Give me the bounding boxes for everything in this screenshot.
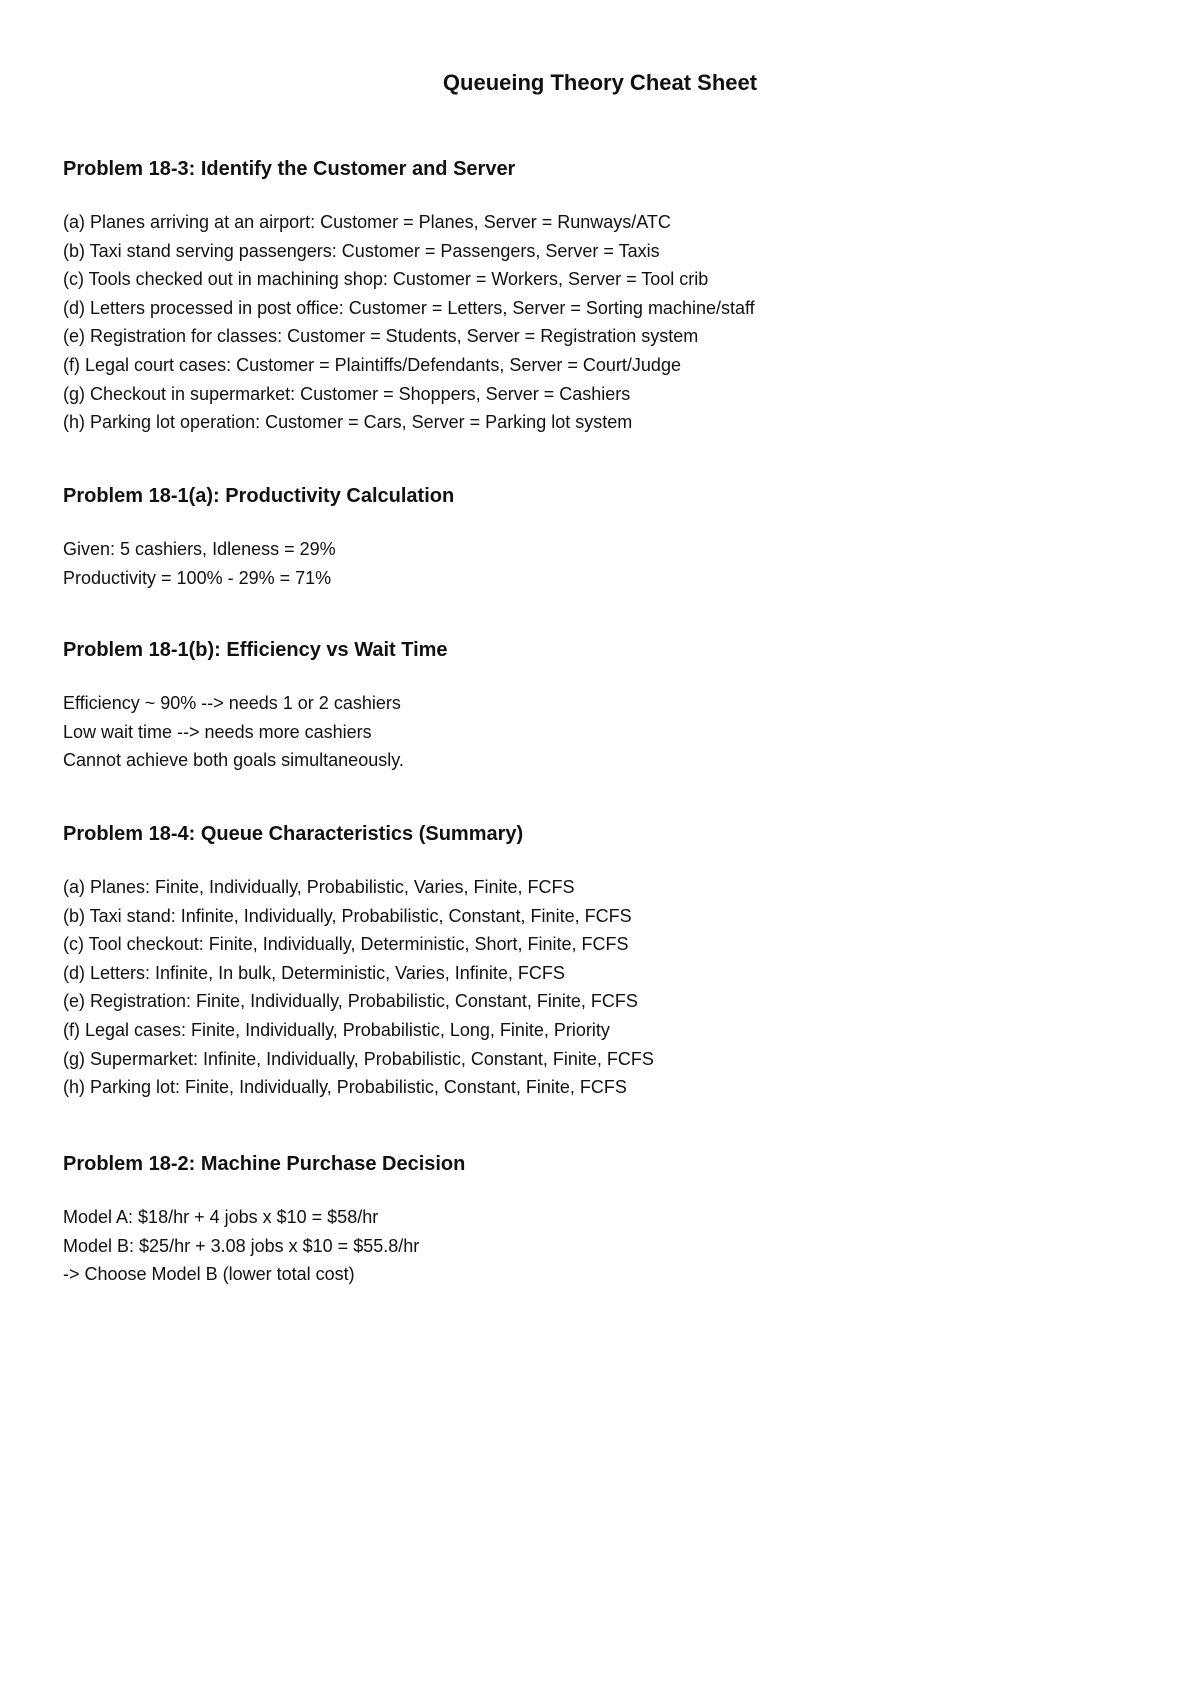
- text-line: (g) Supermarket: Infinite, Individually, Probabilistic, Constant, Finite, FCFS: [63, 1048, 654, 1069]
- text-line: (c) Tools checked out in machining shop: Customer = Workers, Server = Tool crib: [63, 269, 709, 290]
- text-line: (h) Parking lot: Finite, Individually, Probabilistic, Constant, Finite, FCFS: [63, 1077, 627, 1098]
- text-line: (e) Registration: Finite, Individually, Probabilistic, Constant, Finite, FCFS: [63, 991, 638, 1012]
- text-line: (f) Legal cases: Finite, Individually, Probabilistic, Long, Finite, Priority: [63, 1019, 610, 1040]
- text-line: (d) Letters: Infinite, In bulk, Deterministic, Varies, Infinite, FCFS: [63, 962, 565, 983]
- text-line: Cannot achieve both goals simultaneously.: [63, 750, 404, 771]
- text-line: (b) Taxi stand: Infinite, Individually, Probabilistic, Constant, Finite, FCFS: [63, 905, 632, 926]
- text-line: (a) Planes: Finite, Individually, Probabilistic, Varies, Finite, FCFS: [63, 877, 575, 897]
- section-queue-characteristics: [63, 820, 1143, 1102]
- section-heading: Problem 18-3: Identify the Customer and Server: [63, 158, 516, 180]
- section-customer-server: [63, 155, 1143, 437]
- text-line: (f) Legal court cases: Customer = Plaintiffs/Defendants, Server = Court/Judge: [63, 354, 681, 375]
- section-heading: Problem 18-2: Machine Purchase Decision: [63, 1153, 466, 1175]
- section-machine-purchase: [63, 1150, 1143, 1289]
- text-line: Efficiency ~ 90% --> needs 1 or 2 cashiers: [63, 693, 401, 713]
- section-productivity: [63, 482, 1143, 592]
- text-line: Productivity = 100% - 29% = 71%: [63, 567, 332, 588]
- section-heading: Problem 18-4: Queue Characteristics (Summary): [63, 823, 524, 845]
- text-line: Low wait time --> needs more cashiers: [63, 721, 372, 742]
- text-line: Given: 5 cashiers, Idleness = 29%: [63, 539, 336, 559]
- text-line: (g) Checkout in supermarket: Customer = Shoppers, Server = Cashiers: [63, 383, 631, 404]
- text-line: -> Choose Model B (lower total cost): [63, 1264, 355, 1285]
- text-line: (h) Parking lot operation: Customer = Cars, Server = Parking lot system: [63, 412, 633, 433]
- section-heading: Problem 18-1(b): Efficiency vs Wait Time: [63, 639, 448, 661]
- text-line: (c) Tool checkout: Finite, Individually, Deterministic, Short, Finite, FCFS: [63, 934, 629, 955]
- section-efficiency: [63, 636, 1143, 775]
- text-line: Model A: $18/hr + 4 jobs x $10 = $58/hr: [63, 1207, 379, 1227]
- page-title: Queueing Theory Cheat Sheet: [442, 70, 758, 95]
- text-line: (a) Planes arriving at an airport: Customer = Planes, Server = Runways/ATC: [63, 212, 671, 232]
- text-line: (d) Letters processed in post office: Customer = Letters, Server = Sorting machine/staff: [63, 297, 755, 318]
- text-line: (b) Taxi stand serving passengers: Customer = Passengers, Server = Taxis: [63, 240, 660, 261]
- text-line: (e) Registration for classes: Customer = Students, Server = Registration system: [63, 326, 699, 347]
- text-line: Model B: $25/hr + 3.08 jobs x $10 = $55.8/hr: [63, 1235, 420, 1256]
- section-heading: Problem 18-1(a): Productivity Calculation: [63, 485, 455, 507]
